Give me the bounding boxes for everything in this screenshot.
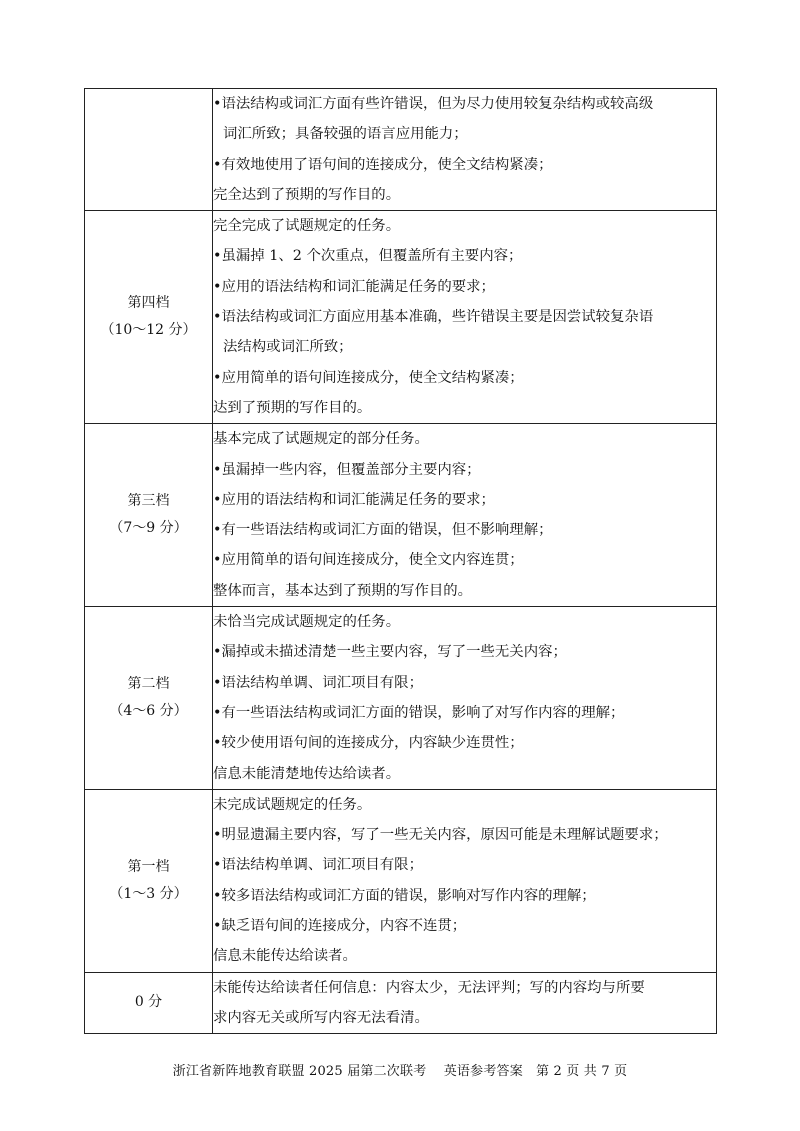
grade-cell — [85, 789, 213, 972]
rubric-row-top-continuation — [85, 89, 717, 211]
criteria-line: 基本完成了试题规定的部分任务。 — [213, 431, 429, 448]
criteria-cell — [213, 211, 717, 424]
criteria-line: •较少使用语句间的连接成分，内容缺少连贯性； — [213, 735, 524, 752]
criteria-cell — [213, 789, 717, 972]
criteria-line: •语法结构或词汇方面应用基本准确，些许错误主要是因尝试较复杂语 — [213, 309, 654, 326]
criteria-line: 整体而言，基本达到了预期的写作目的。 — [213, 582, 473, 599]
criteria-line: 信息未能清楚地传达给读者。 — [213, 765, 401, 782]
criteria-line: 未完成试题规定的任务。 — [213, 796, 372, 813]
grade-cell — [85, 89, 213, 211]
footer-exam-title: 浙江省新阵地教育联盟 2025 届第二次联考 — [172, 1064, 427, 1079]
criteria-cell — [213, 607, 717, 790]
criteria-line: •应用的语法结构和词汇能满足任务的要求； — [213, 278, 495, 295]
rubric-row-band-1 — [85, 789, 717, 972]
grade-name: 第二档 — [127, 675, 170, 692]
grade-score-range: （10～12 分） — [100, 322, 197, 339]
criteria-line: 法结构或词汇所致； — [223, 339, 353, 356]
criteria-line: 未恰当完成试题规定的任务。 — [213, 614, 401, 631]
grade-score-range: （7～9 分） — [109, 520, 188, 537]
rubric-row-band-0 — [85, 972, 717, 1034]
criteria-line: •有一些语法结构或词汇方面的错误，影响了对写作内容的理解； — [213, 704, 625, 721]
criteria-line: 信息未能传达给读者。 — [213, 948, 357, 965]
rubric-row-band-2 — [85, 607, 717, 790]
grade-score-range: （4～6 分） — [109, 702, 188, 719]
grade-cell — [85, 424, 213, 607]
grade-name: 0 分 — [134, 994, 163, 1011]
criteria-line: •语法结构或词汇方面有些许错误，但为尽力使用较复杂结构或较高级 — [213, 96, 654, 112]
criteria-line: •语法结构单调、词汇项目有限； — [213, 674, 423, 691]
criteria-line: •应用的语法结构和词汇能满足任务的要求； — [213, 491, 495, 508]
criteria-line: •虽漏掉一些内容，但覆盖部分主要内容； — [213, 461, 481, 478]
grade-name: 第四档 — [127, 295, 170, 312]
rubric-row-band-3 — [85, 424, 717, 607]
grade-score-range: （1～3 分） — [109, 885, 188, 902]
criteria-line: •应用简单的语句间连接成分，使全文结构紧凑； — [213, 369, 524, 386]
criteria-line: •明显遗漏主要内容，写了一些无关内容，原因可能是未理解试题要求； — [213, 827, 668, 844]
footer-subject: 英语参考答案 — [443, 1064, 523, 1079]
criteria-line: •缺乏语句间的连接成分，内容不连贯； — [213, 918, 467, 935]
footer-page-number: 第 2 页 共 7 页 — [535, 1064, 628, 1079]
criteria-cell — [213, 972, 717, 1034]
grade-cell — [85, 607, 213, 790]
grade-cell — [85, 211, 213, 424]
criteria-line: 达到了预期的写作目的。 — [213, 399, 372, 416]
grade-name: 第一档 — [127, 858, 170, 875]
criteria-line: •有一些语法结构或词汇方面的错误，但不影响理解； — [213, 522, 553, 539]
criteria-line: 未能传达给读者任何信息：内容太少，无法评判；写的内容均与所要 — [213, 979, 645, 996]
criteria-line: •虽漏掉 1、2 个次重点，但覆盖所有主要内容； — [213, 248, 523, 265]
writing-rubric-table — [84, 88, 717, 1034]
criteria-line: •漏掉或未描述清楚一些主要内容，写了一些无关内容； — [213, 644, 567, 661]
criteria-line: 完全完成了试题规定的任务。 — [213, 218, 401, 235]
criteria-line: •有效地使用了语句间的连接成分，使全文结构紧凑； — [213, 156, 553, 173]
criteria-line: •应用简单的语句间连接成分，使全文内容连贯； — [213, 552, 524, 569]
grade-name: 第三档 — [127, 493, 170, 510]
rubric-row-band-4 — [85, 211, 717, 424]
criteria-line: 词汇所致；具备较强的语言应用能力； — [223, 126, 468, 143]
criteria-cell — [213, 424, 717, 607]
page-footer — [0, 1060, 800, 1079]
criteria-line: 求内容无关或所写内容无法看清。 — [213, 1009, 429, 1026]
criteria-line: 完全达到了预期的写作目的。 — [213, 186, 401, 203]
grade-cell — [85, 972, 213, 1034]
criteria-cell — [213, 89, 717, 211]
criteria-line: •语法结构单调、词汇项目有限； — [213, 857, 423, 874]
criteria-line: •较多语法结构或词汇方面的错误，影响对写作内容的理解； — [213, 887, 596, 904]
